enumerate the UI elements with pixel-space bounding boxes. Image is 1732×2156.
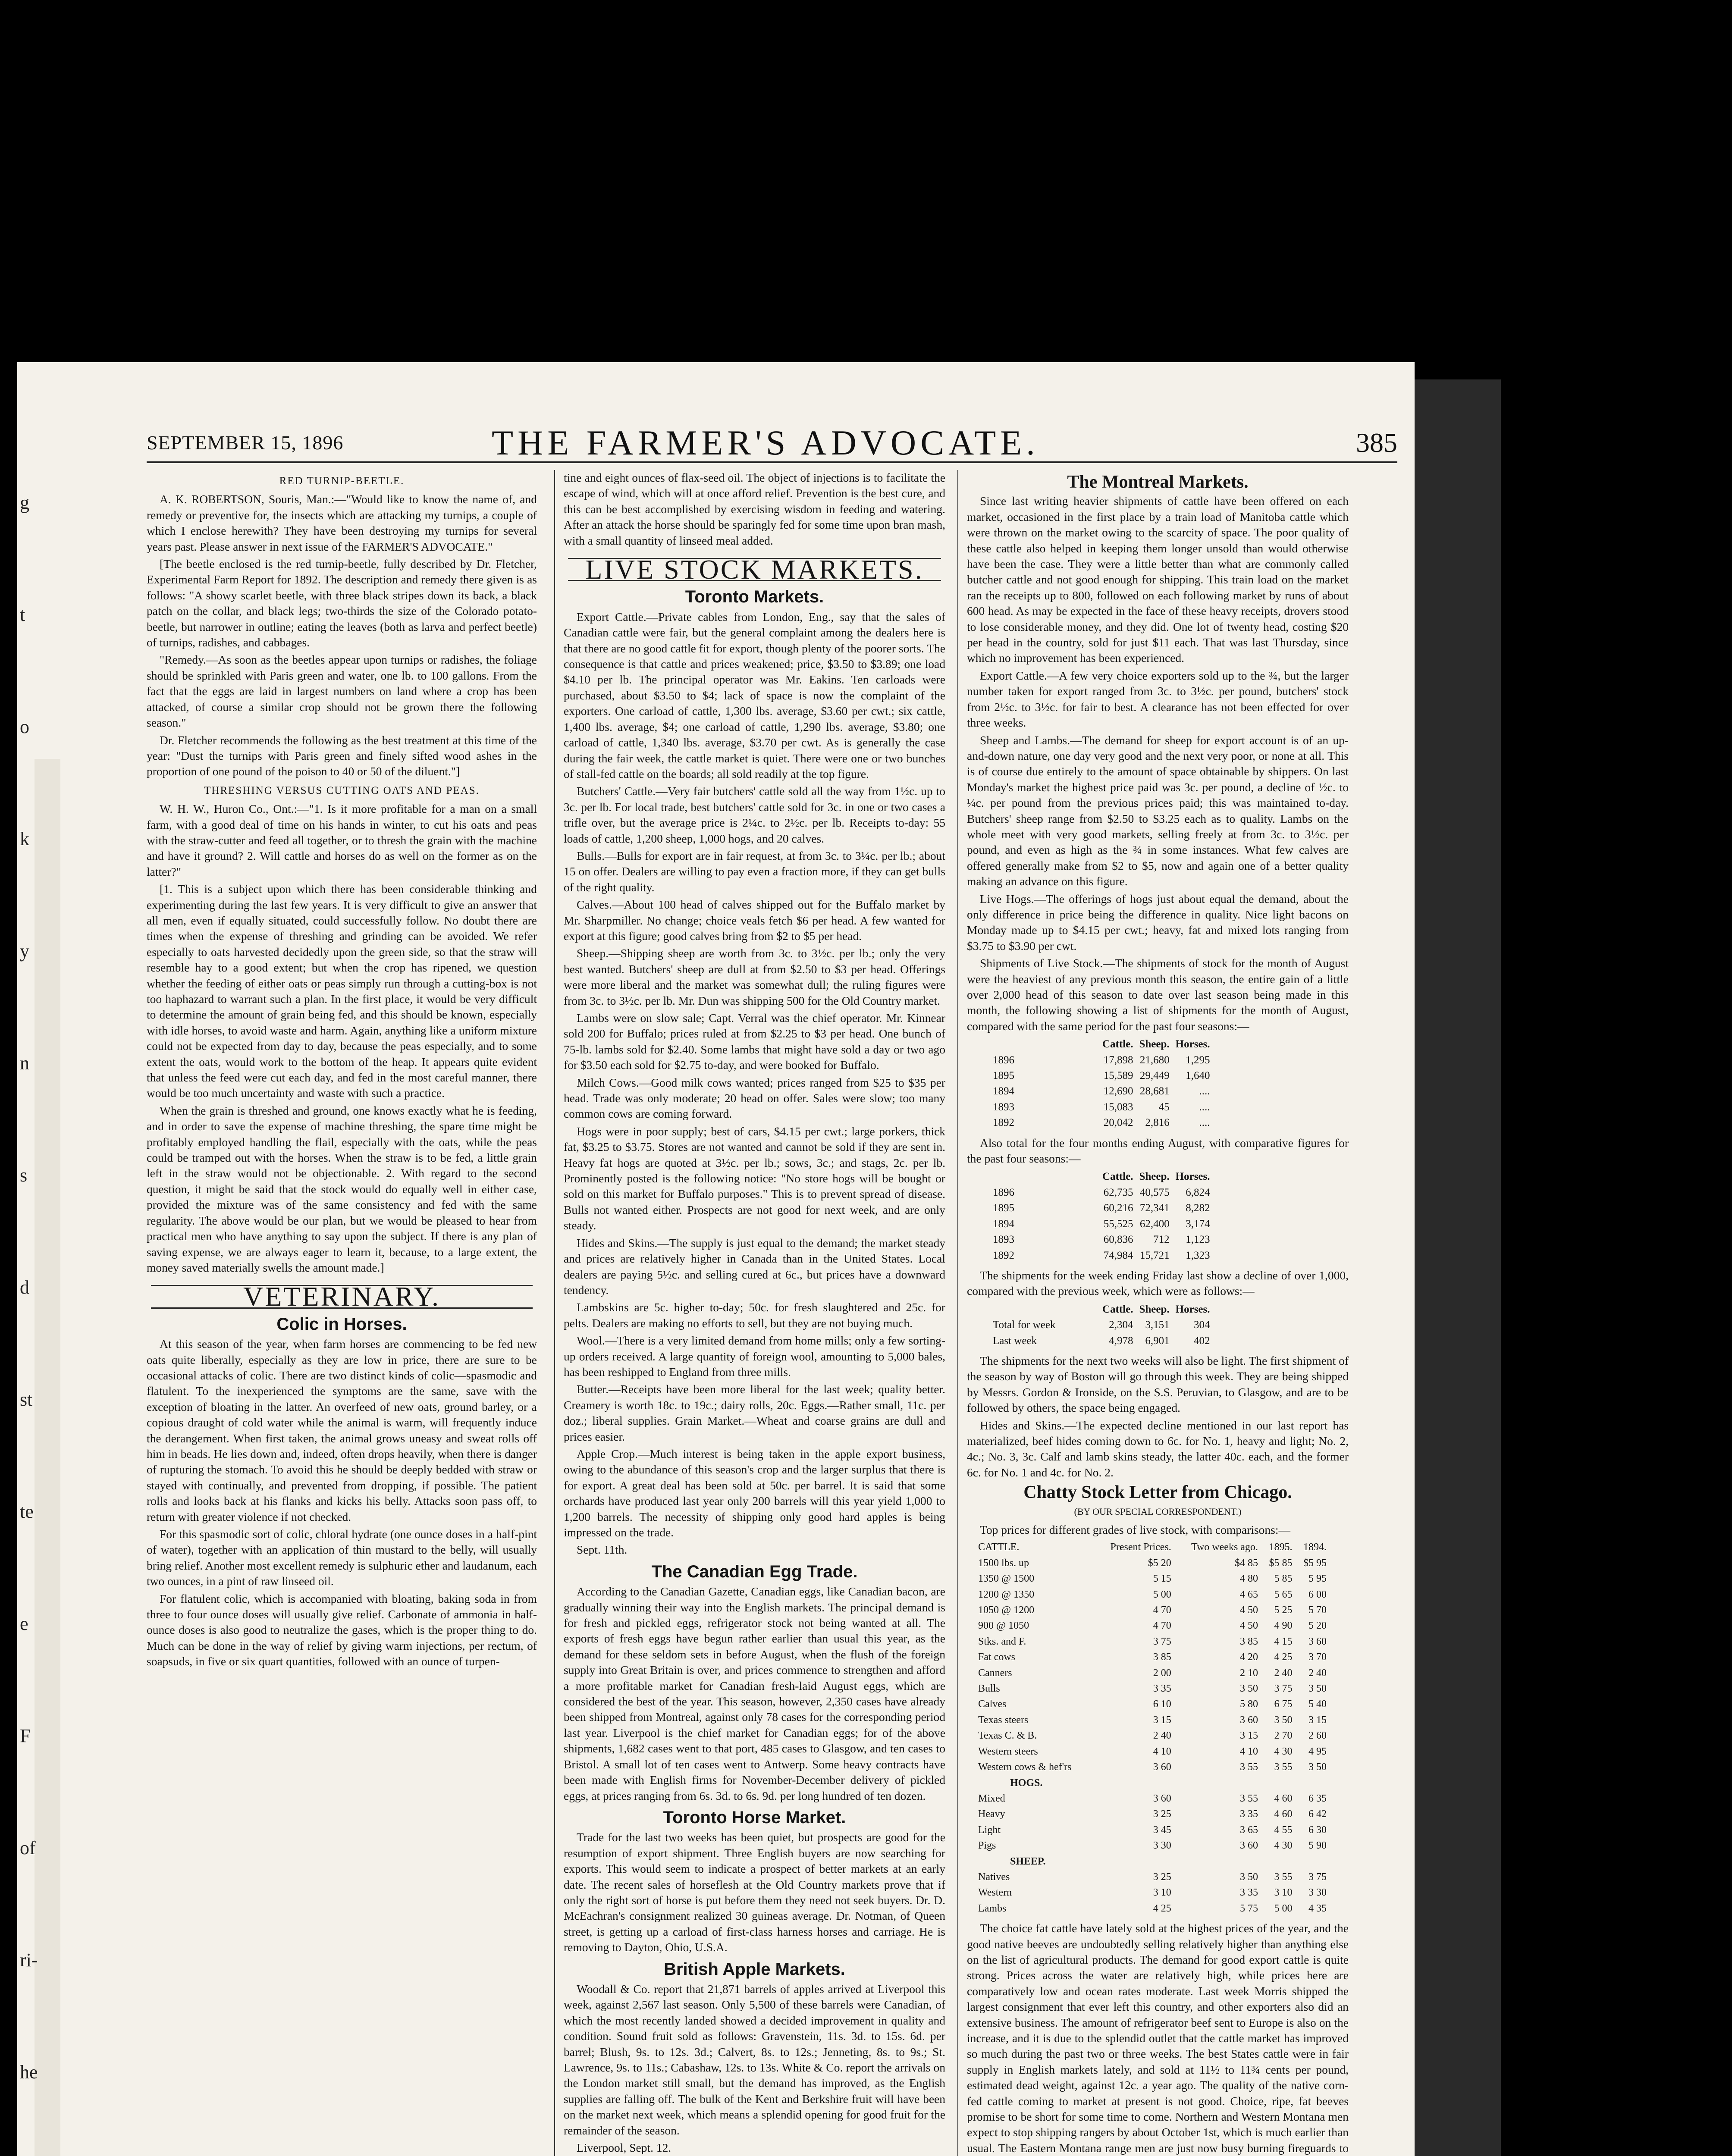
paragraph: The choice fat cattle have lately sold at the highest prices of the year, and the good native beeves are undoubtedly selling relatively higher than anything else on the list of agricultural products. The demand for good export cattle is quite strong. Prices across the water are relatively high, while prices here are comparatively low and ocean rates moderate. Last week Morris shipped the largest consignment that ever left this country, and other exporters also did an extensive business. The amount of refrigerator beef sent to Europe is also on the increase, and it is due to the splendid outlet that the cattle market has improved so much during the past two or three weeks. The best States cattle were in fair supply in English markets lately, and sold at 11½ to 11¾ cents per pound, estimated dead weight, against 12c. a year ago. The quality of the native corn-fed cattle coming to market at present is not good. Choice, ripe, fat beeves promise to be short for some time to come. Northern and Western Montana men expect to stop shipping rangers by about October 1st, which is much earlier than usual. The Eastern Montana range men are just now busy burning fireguards to: [967, 1921, 1349, 2155]
table-row: Total for week 2,304 3,151 304: [993, 1319, 1210, 1331]
montreal-markets-heading: The Montreal Markets.: [1067, 472, 1249, 492]
paragraph: Lambskins are 5c. higher to-day; 50c. for fresh slaughtered and 25c. for pelts. Dealers are making no efforts to sell, but they are not buying much.: [564, 1300, 945, 1330]
table-row: Bulls 3 35 3 50 3 75 3 50: [978, 1683, 1327, 1695]
gutter-fragment: o: [20, 716, 29, 737]
paragraph: Milch Cows.—Good milk cows wanted; prices ranged from $25 to $35 per head. Trade was only moderate; 20 head on offer. Sales were slow; too many common cows are coming forward.: [564, 1075, 945, 1121]
gutter-fragment: he: [20, 2062, 38, 2083]
table-row: 1894 12,690 28,681 ....: [993, 1085, 1210, 1097]
paragraph: Live Hogs.—The offerings of hogs just about equal the demand, about the only difference in price being the difference in quality. Nice light bacons on Monday made up to $4.15 per cwt.; heavy, fat and mixed lots ranging from $3.75 to $3.90 per cwt.: [967, 892, 1349, 953]
table-row: Western 3 10 3 35 3 10 3 30: [978, 1887, 1327, 1899]
page-number: 385: [1356, 427, 1397, 458]
toronto-markets-heading: Toronto Markets.: [685, 587, 824, 607]
table-group-row: SHEEP.: [1010, 1855, 1046, 1867]
paragraph: W. H. W., Huron Co., Ont.:—"1. Is it more profitable for a man on a small farm, with a good deal of time on his hands in winter, to cut his oats and peas with the straw-cutter and feed all together, or to thresh the grain with the machine and have it ground? 2. Will cattle and horses do as well on the former as on the latter?": [147, 802, 537, 878]
paragraph: When the grain is threshed and ground, one knows exactly what he is feeding, and in order to save the expense of machine threshing, the spare time might be profitably employed handling the flail, especially with the oats, while the peas could be tramped out with the horses. When the straw is to be fed, a little grain left in the straw would not be objectionable. 2. With regard to the second question, it might be said that the stock would do equally well in either case, provided the mixture was of the same consistency and fed with the same regularity. The above would be our plan, but we would be pleased to hear from practical men who have anything to say upon the subject. If there is any plan of saving expense, we are always eager to learn it, because, to a large extent, the money saved materially swells the amount made.]: [147, 1103, 537, 1274]
paragraph: The shipments for the next two weeks will also be light. The first shipment of the season by way of Boston will go through this week. They are being shipped by Messrs. Gordon & Ironside, on the S.S. Peruvian, to Glasgow, and are to be followed by others, the space being engaged.: [967, 1354, 1349, 1415]
correspondent-byline: (BY OUR SPECIAL CORRESPONDENT.): [1074, 1506, 1242, 1517]
colic-heading: Colic in Horses.: [276, 1314, 407, 1334]
paragraph: "Remedy.—As soon as the beetles appear upon turnips or radishes, the foliage should be sprinkled with Paris green and water, one lb. to 100 gallons. From the fact that the eggs are laid in largest numbers on land where a crop has been attacked, of course a similar crop should not be grown there the following season.": [147, 653, 537, 730]
gutter-fragment: e: [20, 1613, 28, 1634]
table-header-row: CATTLE. Present Prices. Two weeks ago. 1895. 1894.: [978, 1542, 1327, 1553]
table-row: Calves 6 10 5 80 6 75 5 40: [978, 1698, 1327, 1710]
table-row: 1892 20,042 2,816 ....: [993, 1117, 1210, 1129]
paragraph: For this spasmodic sort of colic, chloral hydrate (one ounce doses in a half-pint of water), together with an application of thin mustard to the belly, will usually bring relief. Another most excellent remedy is sulphuric ether and laudanum, each two ounces, in a pint of raw linseed oil.: [147, 1527, 537, 1588]
horse-market-heading: Toronto Horse Market.: [663, 1808, 846, 1827]
paragraph: Since last writing heavier shipments of cattle have been offered on each market, occasioned in the first place by a train load of Manitoba cattle which were thrown on the market owing to the scarcity of space. The poor quality of these cattle also helped in keeping them longer unsold than would otherwise have been the case. They were a little better than what are commonly called butcher cattle and not good enough for shipping. This train load on the market ran the receipts up to 800, followed on each following market by runs of about 600 head. As may be expected in the face of these heavy receipts, drovers stood to lose considerable money, and they did. One lot of twenty head, costing $20 per head in the country, sold for just $11 each. That was last Thursday, since which no improvement has been experienced.: [967, 494, 1349, 665]
table-row: Canners 2 00 2 10 2 40 2 40: [978, 1667, 1327, 1679]
paragraph: [1. This is a subject upon which there has been considerable thinking and experimenting during the last few years. It is very difficult to give an answer that all men, even if equally situated, could successfully follow. No doubt there are times when the expense of threshing and grinding can be avoided. We refer especially to oats harvested decidedly upon the green side, so that the straw will resemble hay to a good extent; but when the crop has ripened, we question whether the feeding of either oats or peas simply run through a cutting-box is not too haphazard to warrant such a plan. In the first place, it would be very difficult to determine the amount of grain being fed, and this should be known, especially with idle horses, to avoid waste and harm. Again, anything like a uniform mixture could not be expected from day to day, because the peas especially, and to some extent the oats, would work to the bottom of the heap. It appears quite evident that unless the feed were cut each day, and fed in the most careful manner, there would be too much uncertainty and waste with such a practice.: [147, 882, 537, 1100]
dateline: Liverpool, Sept. 12.: [577, 2141, 671, 2155]
table-row: Last week 4,978 6,901 402: [993, 1335, 1210, 1347]
weekly-shipments-table: Cattle. Sheep. Horses. Total for week 2,304 3,151 304 Last week 4,978 6,901 402: [993, 1302, 1216, 1349]
paragraph: Sheep.—Shipping sheep are worth from 3c. to 3½c. per lb.; only the very best wanted. Butchers' sheep are dull at from $2.50 to $3 per head. Offerings were more liberal and the market was somewhat dull; the ruling figures were from 3c. to 3½c. per lb. Mr. Dun was shipping 500 for the Old Country market.: [564, 946, 945, 1007]
column-1: [147, 470, 537, 2156]
gutter-fragment: k: [20, 828, 29, 849]
august-shipments-table: Cattle. Sheep. Horses. 1896 17,898 21,680 1,295 1895 15,589 29,449 1,640 1894 12,690 28,681 .... 1893 15,083 45 .... 1892 20,042 2,816 ....: [993, 1037, 1216, 1131]
chicago-letter-heading: Chatty Stock Letter from Chicago.: [1023, 1482, 1292, 1503]
gutter-fragment: of: [20, 1837, 36, 1858]
paragraph: A. K. ROBERTSON, Souris, Man.:—"Would like to know the name of, and remedy or preventive for, the insects which are attacking my turnips, a couple of which I enclose herewith? They have been destroying my turnips for several years past. Please answer in next issue of the FARMER'S ADVOCATE.": [147, 492, 537, 553]
table-row: 1200 @ 1350 5 00 4 65 5 65 6 00: [978, 1589, 1327, 1600]
table-row: 1894 55,525 62,400 3,174: [993, 1218, 1210, 1230]
table-row: Heavy 3 25 3 35 4 60 6 42: [978, 1808, 1327, 1820]
paragraph: Butter.—Receipts have been more liberal for the last week; quality better. Creamery is worth 18c. to 19c.; dairy rolls, 20c. Eggs.—Rather small, 11c. per doz.; liberal supplies. Grain Market.—Wheat and coarse grains are dull and prices easier.: [564, 1382, 945, 1443]
column-2: [554, 470, 945, 2156]
table-row: 1892 74,984 15,721 1,323: [993, 1249, 1210, 1261]
paragraph: Shipments of Live Stock.—The shipments of stock for the month of August were the heaviest of any previous month this season, the entire gain of a little over 2,000 head of this season to date over last season being made in this month, the following showing a list of shipments for the month of August, compared with the same period for the past four seasons:—: [967, 956, 1349, 1033]
table-row: Western cows & hef'rs 3 60 3 55 3 55 3 50: [978, 1761, 1327, 1773]
paragraph: [The beetle enclosed is the red turnip-beetle, fully described by Dr. Fletcher, Experimental Farm Report for 1892. The description and remedy there given is as follows: "A showy scarlet beetle, with three black stripes down its back, a black patch on the collar, and black legs; two-thirds the size of the Colorado potato-beetle, but narrower in outline; eating the leaves (both as larva and perfect beetle) of turnips, radishes, and cabbages.: [147, 557, 537, 649]
book-spine: [1415, 379, 1501, 2156]
issue-date: SEPTEMBER 15, 1896: [147, 432, 344, 454]
table-group-row: HOGS.: [1010, 1777, 1043, 1789]
threshing-heading: THRESHING VERSUS CUTTING OATS AND PEAS.: [204, 784, 480, 796]
table-row: 1050 @ 1200 4 70 4 50 5 25 5 70: [978, 1604, 1327, 1616]
gutter-fragment: t: [20, 604, 25, 625]
gutter-fragment: s: [20, 1165, 28, 1186]
paragraph: Also total for the four months ending August, with comparative figures for the past four seasons:—: [967, 1136, 1349, 1166]
paragraph: The shipments for the week ending Friday last show a decline of over 1,000, compared with the previous week, which were as follows:—: [967, 1268, 1349, 1298]
paragraph: Wool.—There is a very limited demand from home mills; only a few sorting-up orders received. A large quantity of foreign wool, amounting to 5,000 bales, has been reshipped to England from three mills.: [564, 1334, 945, 1379]
table-row: 900 @ 1050 4 70 4 50 4 90 5 20: [978, 1620, 1327, 1632]
table-row: Mixed 3 60 3 55 4 60 6 35: [978, 1792, 1327, 1804]
table-row: 1895 15,589 29,449 1,640: [993, 1070, 1210, 1082]
masthead-title: THE FARMER'S ADVOCATE.: [492, 423, 1039, 462]
gutter-fragment: ri-: [20, 1949, 38, 1971]
paragraph: Apple Crop.—Much interest is being taken in the apple export business, owing to the abundance of this season's crop and the larger surplus that there is for export. A great deal has been sold at 50c. per barrel. It is said that some orchards have produced last year only 200 barrels will this year yield 1,000 to 1,200 barrels. The necessity of shipping only good hard apples is being impressed on the trade.: [564, 1447, 945, 1539]
table-row: Fat cows 3 85 4 20 4 25 3 70: [978, 1651, 1327, 1663]
paragraph: Export Cattle.—A few very choice exporters sold up to the ¾, but the larger number taken for export ranged from 3c. to 3½c. per pound, butchers' stock from 2½c. to 3½c. for fair to best. A clearance has not been effected for over three weeks.: [967, 668, 1349, 730]
veterinary-section-heading: VETERINARY.: [151, 1285, 533, 1308]
live-stock-markets-heading: LIVE STOCK MARKETS.: [568, 558, 941, 581]
column-3: [957, 470, 1349, 2156]
gutter-fragment: F: [20, 1725, 31, 1746]
paragraph: According to the Canadian Gazette, Canadian eggs, like Canadian bacon, are gradually winning their way into the English markets. The principal demand is for fresh and pickled eggs, refrigerator stock not being wanted at all. The exports of fresh eggs have begun rather earlier than usual this year, as the demand for these seldom sets in before August, when the flush of the foreign supply into Great Britain is over, and prices commence to strengthen and afford a more profitable market for Canadian fresh-laid August eggs, which are considered the best of the year. This season, however, 2,350 cases have already been shipped from Montreal, against only 78 cases for the corresponding period last year. Liverpool is the chief market for Canadian eggs; for of the above shipments, 1,682 cases went to that port, 485 cases to Glasgow, and ten cases to Bristol. A small lot of ten cases went to Antwerp. Some heavy contracts have been made with English firms for November-December delivery of pickled eggs, at prices ranging from 6s. 3d. to 6s. 9d. per long hundred of ten dozen.: [564, 1585, 945, 1802]
gutter-fragment: y: [20, 940, 29, 962]
facing-page-edge: [35, 759, 60, 2156]
table-row: 1893 60,836 712 1,123: [993, 1234, 1210, 1246]
table-row: 1500 lbs. up $5 20 $4 85 $5 85 $5 95: [978, 1557, 1327, 1569]
paragraph: Hogs were in poor supply; best of cars, $4.15 per cwt.; large porkers, thick fat, $3.25 to $3.75. Stores are not wanted and cannot be sold if they are sent in. Heavy fat hogs are quoted at 3½c. per lb.; sows, 3c.; and stags, 2c. per lb. Prominently posted is the following notice: "No store hogs will be bought or sold on this market for Buffalo purposes." This is to prevent spread of disease. Bulls not wanted either. Prospects are not good for next week, and are only steady.: [564, 1124, 945, 1232]
paragraph: At this season of the year, when farm horses are commencing to be fed new oats quite liberally, especially as they are low in price, there are sure to be occasional attacks of colic. There are two distinct kinds of colic—spasmodic and flatulent. To the inexperienced the symptoms are the same, save with the exception of bloating in the latter. An overfeed of new oats, ground barley, or a copious draught of cold water while the animal is warm, will frequently induce the derangement. When first taken, the animal grows uneasy and sweat rolls off him in beads. He lies down and, indeed, often drops heavily, when there is danger of rupturing the stomach. To avoid this he should be deeply bedded with straw or stayed with continually, and prevented from dropping, if possible. The patient rolls and looks back at his flanks and kicks his belly. Attacks soon pass off, to return with greater violence if not checked.: [147, 1337, 537, 1523]
paragraph: Dr. Fletcher recommends the following as the best treatment at this time of the year: "Dust the turnips with Paris green and finely sifted wood ashes in the proportion of one pound of the poison to 40 or 50 of the diluent."]: [147, 733, 537, 778]
table-row: 1350 @ 1500 5 15 4 80 5 85 5 95: [978, 1573, 1327, 1585]
table-row: Natives 3 25 3 50 3 55 3 75: [978, 1871, 1327, 1883]
table-row: Light 3 45 3 65 4 55 6 30: [978, 1824, 1327, 1836]
egg-trade-heading: The Canadian Egg Trade.: [651, 1562, 858, 1581]
dateline: Sept. 11th.: [577, 1543, 628, 1557]
table-row: Pigs 3 30 3 60 4 30 5 90: [978, 1840, 1327, 1852]
gutter-fragment: st: [20, 1389, 33, 1410]
paragraph: Bulls.—Bulls for export are in fair request, at from 3c. to 3¼c. per lb.; about 15 on offer. Dealers are willing to pay even a fraction more, if they can get bulls of the right quality.: [564, 849, 945, 894]
table-row: Stks. and F. 3 75 3 85 4 15 3 60: [978, 1636, 1327, 1647]
paragraph: Butchers' Cattle.—Very fair butchers' cattle sold all the way from 1½c. up to 3c. per lb. For local trade, best butchers' cattle sold for 3c. in one or two cases a trifle over, but the average price is 2¼c. to 2½c. per lb. Receipts to-day: 55 loads of cattle, 1,200 sheep, 1,000 hogs, and 20 calves.: [564, 784, 945, 845]
table-row: Texas C. & B. 2 40 3 15 2 70 2 60: [978, 1730, 1327, 1742]
table-row: Lambs 4 25 5 75 5 00 4 35: [978, 1902, 1327, 1914]
table-row: 1896 62,735 40,575 6,824: [993, 1186, 1210, 1198]
turnip-beetle-heading: RED TURNIP-BEETLE.: [279, 475, 405, 487]
table-row: 1895 60,216 72,341 8,282: [993, 1202, 1210, 1214]
four-month-shipments-table: Cattle. Sheep. Horses. 1896 62,735 40,575 6,824 1895 60,216 72,341 8,282 1894 55,525 62,400 3,174 1893 60,836 712 1,123 1892 74,984 15,721 1,323: [993, 1169, 1216, 1263]
paragraph: Hides and Skins.—The supply is just equal to the demand; the market steady and prices are relatively higher in Canada than in the United States. Local dealers are paying 5½c. and selling cured at 6c., but prices have a downward tendency.: [564, 1236, 945, 1297]
newspaper-page: [17, 362, 1415, 2156]
paragraph: For flatulent colic, which is accompanied with bloating, baking soda in from three to four ounce doses will usually give relief. Carbonate of ammonia in half-ounce doses is also good to neutralize the gases, which is the proper thing to do. Much can be done in the way of relief by giving warm injections, per rectum, of soapsuds, in five or six quart quantities, followed with an ounce of turpen-: [147, 1592, 537, 1668]
table-row: Western steers 4 10 4 10 4 30 4 95: [978, 1745, 1327, 1757]
paragraph: tine and eight ounces of flax-seed oil. The object of injections is to facilitate the escape of wind, which will at once afford relief. Prevention is the best cure, and this can be best accomplished by exercising wisdom in feeding and watering. After an attack the horse should be sparingly fed for some time upon bran mash, with a small quantity of linseed meal added.: [564, 471, 945, 547]
paragraph: Sheep and Lambs.—The demand for sheep for export account is of an up-and-down nature, one day very good and the next very poor, or none at all. This is of course due entirely to the amount of space obtainable by shippers. On last Monday's market the highest price paid was 3c. per pound, a decline of ½c. to ¼c. per pound from the previous prices paid; this was maintained to-day. Butchers' sheep range from $2.50 to $3.25 each as to quality. Lambs on the whole meet with very good markets, selling freely at from 3c. to 3½c. per pound, and even as high as the ¾ in some instances. What few calves are offered generally make from $2 to $5, now and again one of a better quality making an advance on this figure.: [967, 733, 1349, 888]
table-row: Texas steers 3 15 3 60 3 50 3 15: [978, 1714, 1327, 1726]
gutter-fragment: n: [20, 1053, 29, 1074]
paragraph: Lambs were on slow sale; Capt. Verral was the chief operator. Mr. Kinnear sold 200 for Buffalo; prices ruled at from $2.25 to $3 per head. One bunch of 75-lb. lambs sold for $2.40. Some lambs that might have sold a day or two ago for $3.50 each sold for $2.75 to-day, and were booked for Buffalo.: [564, 1011, 945, 1072]
gutter-fragment: g: [20, 492, 29, 513]
paragraph: Top prices for different grades of live stock, with comparisons:—: [980, 1523, 1291, 1536]
paragraph: Export Cattle.—Private cables from London, Eng., say that the sales of Canadian cattle were fair, but the general complaint among the dealers here is that there are no good cattle fit for export, though plenty of the poorer sorts. The consequence is that cattle and prices weakened; price, $3.50 to $3.89; one load $4.10 per lb. The principal operator was Mr. Eakins. Ten carloads were purchased, about $3.50 to $4; lack of space is now the complaint of the exporters. One carload of cattle, 1,300 lbs. average, $3.60 per cwt.; six cattle, 1,400 lbs. average, $4; one carload of cattle, 1,290 lbs. average, $3.80; one carload of cattle, 1,340 lbs. average, $3.70 per cwt. As is generally the case during the fair week, the cattle market is quiet. There were one or two bunches of stall-fed cattle on the boards; all sold readily at the top figure.: [564, 610, 945, 780]
paragraph: Calves.—About 100 head of calves shipped out for the Buffalo market by Mr. Sharpmiller. No change; choice veals fetch $6 per head. A few wanted for export at this figure; good calves bring from $2 to $5 per head.: [564, 898, 945, 943]
paragraph: Woodall & Co. report that 21,871 barrels of apples arrived at Liverpool this week, against 2,567 last season. Only 5,500 of these barrels were Canadian, of which the most recently landed showed a decided improvement in quality and condition. Sound fruit sold as follows: Gravenstein, 11s. 3d. to 15s. 6d. per barrel; Blush, 9s. to 12s. 3d.; Calvert, 8s. to 12s.; Jenneting, 8s. to 9s.; St. Lawrence, 9s. to 11s.; Cabashaw, 12s. to 13s. White & Co. report the arrivals on the London market still small, but the demand has improved, as the English supplies are falling off. The bulk of the Kent and Berkshire fruit will have been on the market next week, which means a splendid opening for good fruit for the remainder of the season.: [564, 1982, 945, 2137]
apple-markets-heading: British Apple Markets.: [664, 1959, 845, 1979]
running-head: [147, 423, 1397, 463]
gutter-fragment: d: [20, 1277, 29, 1298]
paragraph: Trade for the last two weeks has been quiet, but prospects are good for the resumption of export shipment. Three English buyers are now searching for exports. This would seem to indicate a prospect of better markets at an early date. The recent sales of horseflesh at the Old Country markets prove that if only the right sort of horse is put before them they need not seek buyers. Dr. D. McEachran's consignment realized 30 guineas average. Dr. Notman, of Queen street, is getting up a carload of first-class harness horses and carriage. He is removing to Dayton, Ohio, U.S.A.: [564, 1830, 945, 1954]
gutter-fragment: te: [20, 1501, 34, 1522]
table-row: 1893 15,083 45 ....: [993, 1101, 1210, 1113]
chicago-prices-table: [976, 1539, 1329, 1916]
paragraph: Hides and Skins.—The expected decline mentioned in our last report has materialized, beef hides coming down to 6c. for No. 1, heavy and light; No. 2, 4c.; No. 3, 3c. Calf and lamb skins steady, the latter 40c. each, and the former 6c. for No. 1 and 4c. for No. 2.: [967, 1418, 1349, 1479]
table-row: 1896 17,898 21,680 1,295: [993, 1054, 1210, 1066]
